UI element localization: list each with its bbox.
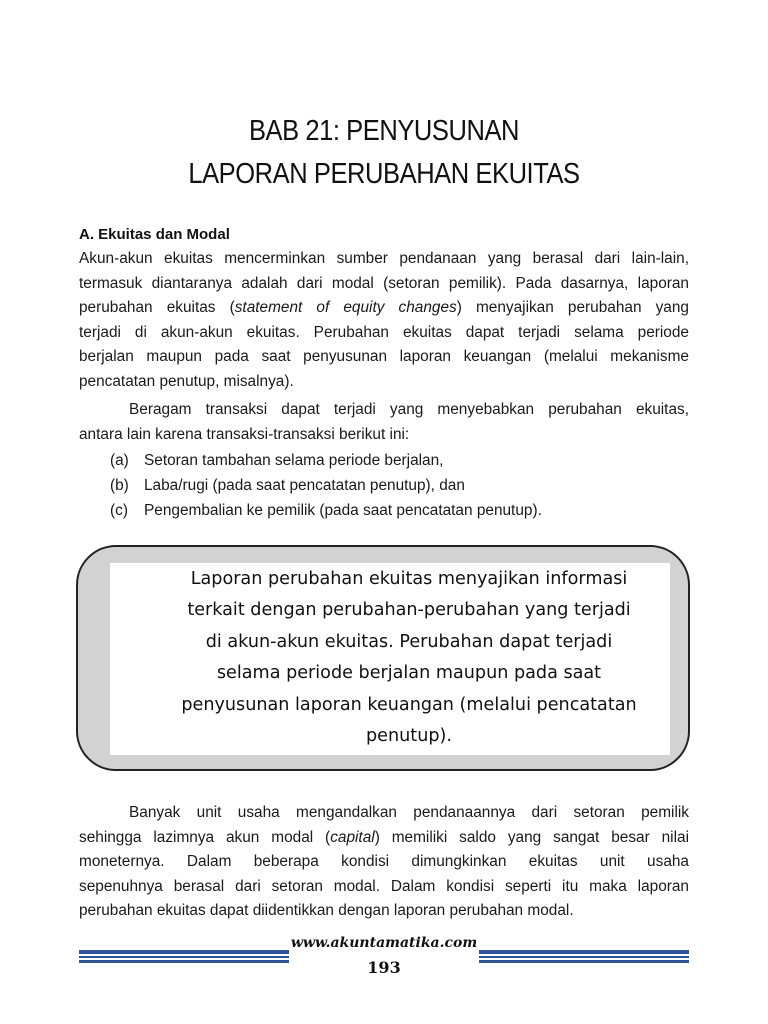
paragraph-3-line [79,826,689,851]
list-marker: (b) [110,476,129,494]
list-item-text: Pengembalian ke pemilik (pada saat pencatatan penutup). [144,501,542,519]
callout-line: Laporan perubahan ekuitas menyajikan informasi [190,569,628,589]
paragraph-1-line: pencatatan penutup, misalnya). [79,372,294,390]
paragraph-3-line: moneternya. Dalam beberapa kondisi dimungkinkan ekuitas unit usaha [79,853,689,871]
section-heading: A. Ekuitas dan Modal [79,226,230,243]
italic-term: capital [330,828,375,846]
chapter-title-line1: BAB 21: PENYUSUNAN [248,115,520,147]
paragraph-3 [79,801,689,924]
paragraph-1-line: Akun-akun ekuitas mencerminkan sumber pendanaan yang berasal dari lain-lain, [79,250,689,267]
text-segment: perubahan ekuitas ( [79,299,235,317]
page-number: 193 [367,958,401,977]
list-item [110,474,542,499]
paragraph-1 [79,247,689,395]
text-segment: sehingga lazimnya akun modal ( [79,828,331,846]
callout-line: penyusunan laporan keuangan (melalui pencatatan [181,694,637,715]
paragraph-2-line: antara lain karena transaksi-transaksi berikut ini: [79,425,410,443]
paragraph-1-line: berjalan maupun pada saat penyusunan laporan keuangan (melalui mekanisme [79,348,689,366]
paragraph-3-line: perubahan ekuitas dapat diidentikkan dengan laporan perubahan modal. [79,902,574,920]
callout-line: penutup). [366,726,452,747]
paragraph-1-line: termasuk diantaranya adalah dari modal (setoran pemilik). Pada dasarnya, laporan [79,274,689,292]
transaction-list [110,449,542,523]
paragraph-1-line [79,296,689,321]
paragraph-2-line: Beragam transaksi dapat terjadi yang menyebabkan perubahan ekuitas, [129,401,689,418]
callout-text [144,564,674,752]
callout-line: terkait dengan perubahan-perubahan yang terjadi [187,600,631,621]
paragraph-3-line: sepenuhnya berasal dari setoran modal. Dalam kondisi seperti itu maka laporan [79,877,689,895]
paragraph-1-line: terjadi di akun-akun ekuitas. Perubahan ekuitas dapat terjadi selama periode [79,323,689,341]
footer-website: www.akuntamatika.com [290,935,478,951]
list-item [110,449,542,474]
italic-term: statement of equity changes [234,299,457,317]
list-item [110,499,542,524]
text-segment: ) menyajikan perubahan yang [456,299,689,317]
callout-line: di akun-akun ekuitas. Perubahan dapat terjadi [205,631,613,652]
list-item-text: Laba/rugi (pada saat pencatatan penutup), dan [144,476,465,494]
text-segment: ) memiliki saldo yang sangat besar nilai [374,828,689,846]
paragraph-3-line: Banyak unit usaha mengandalkan pendanaannya dari setoran pemilik [129,804,689,821]
list-item-text: Setoran tambahan selama periode berjalan, [144,452,444,469]
callout-line: selama periode berjalan maupun pada saat [216,663,602,684]
list-marker: (c) [110,501,128,519]
list-marker: (a) [110,452,129,469]
paragraph-2 [79,398,689,447]
chapter-title-line2: LAPORAN PERUBAHAN EKUITAS [188,158,580,190]
